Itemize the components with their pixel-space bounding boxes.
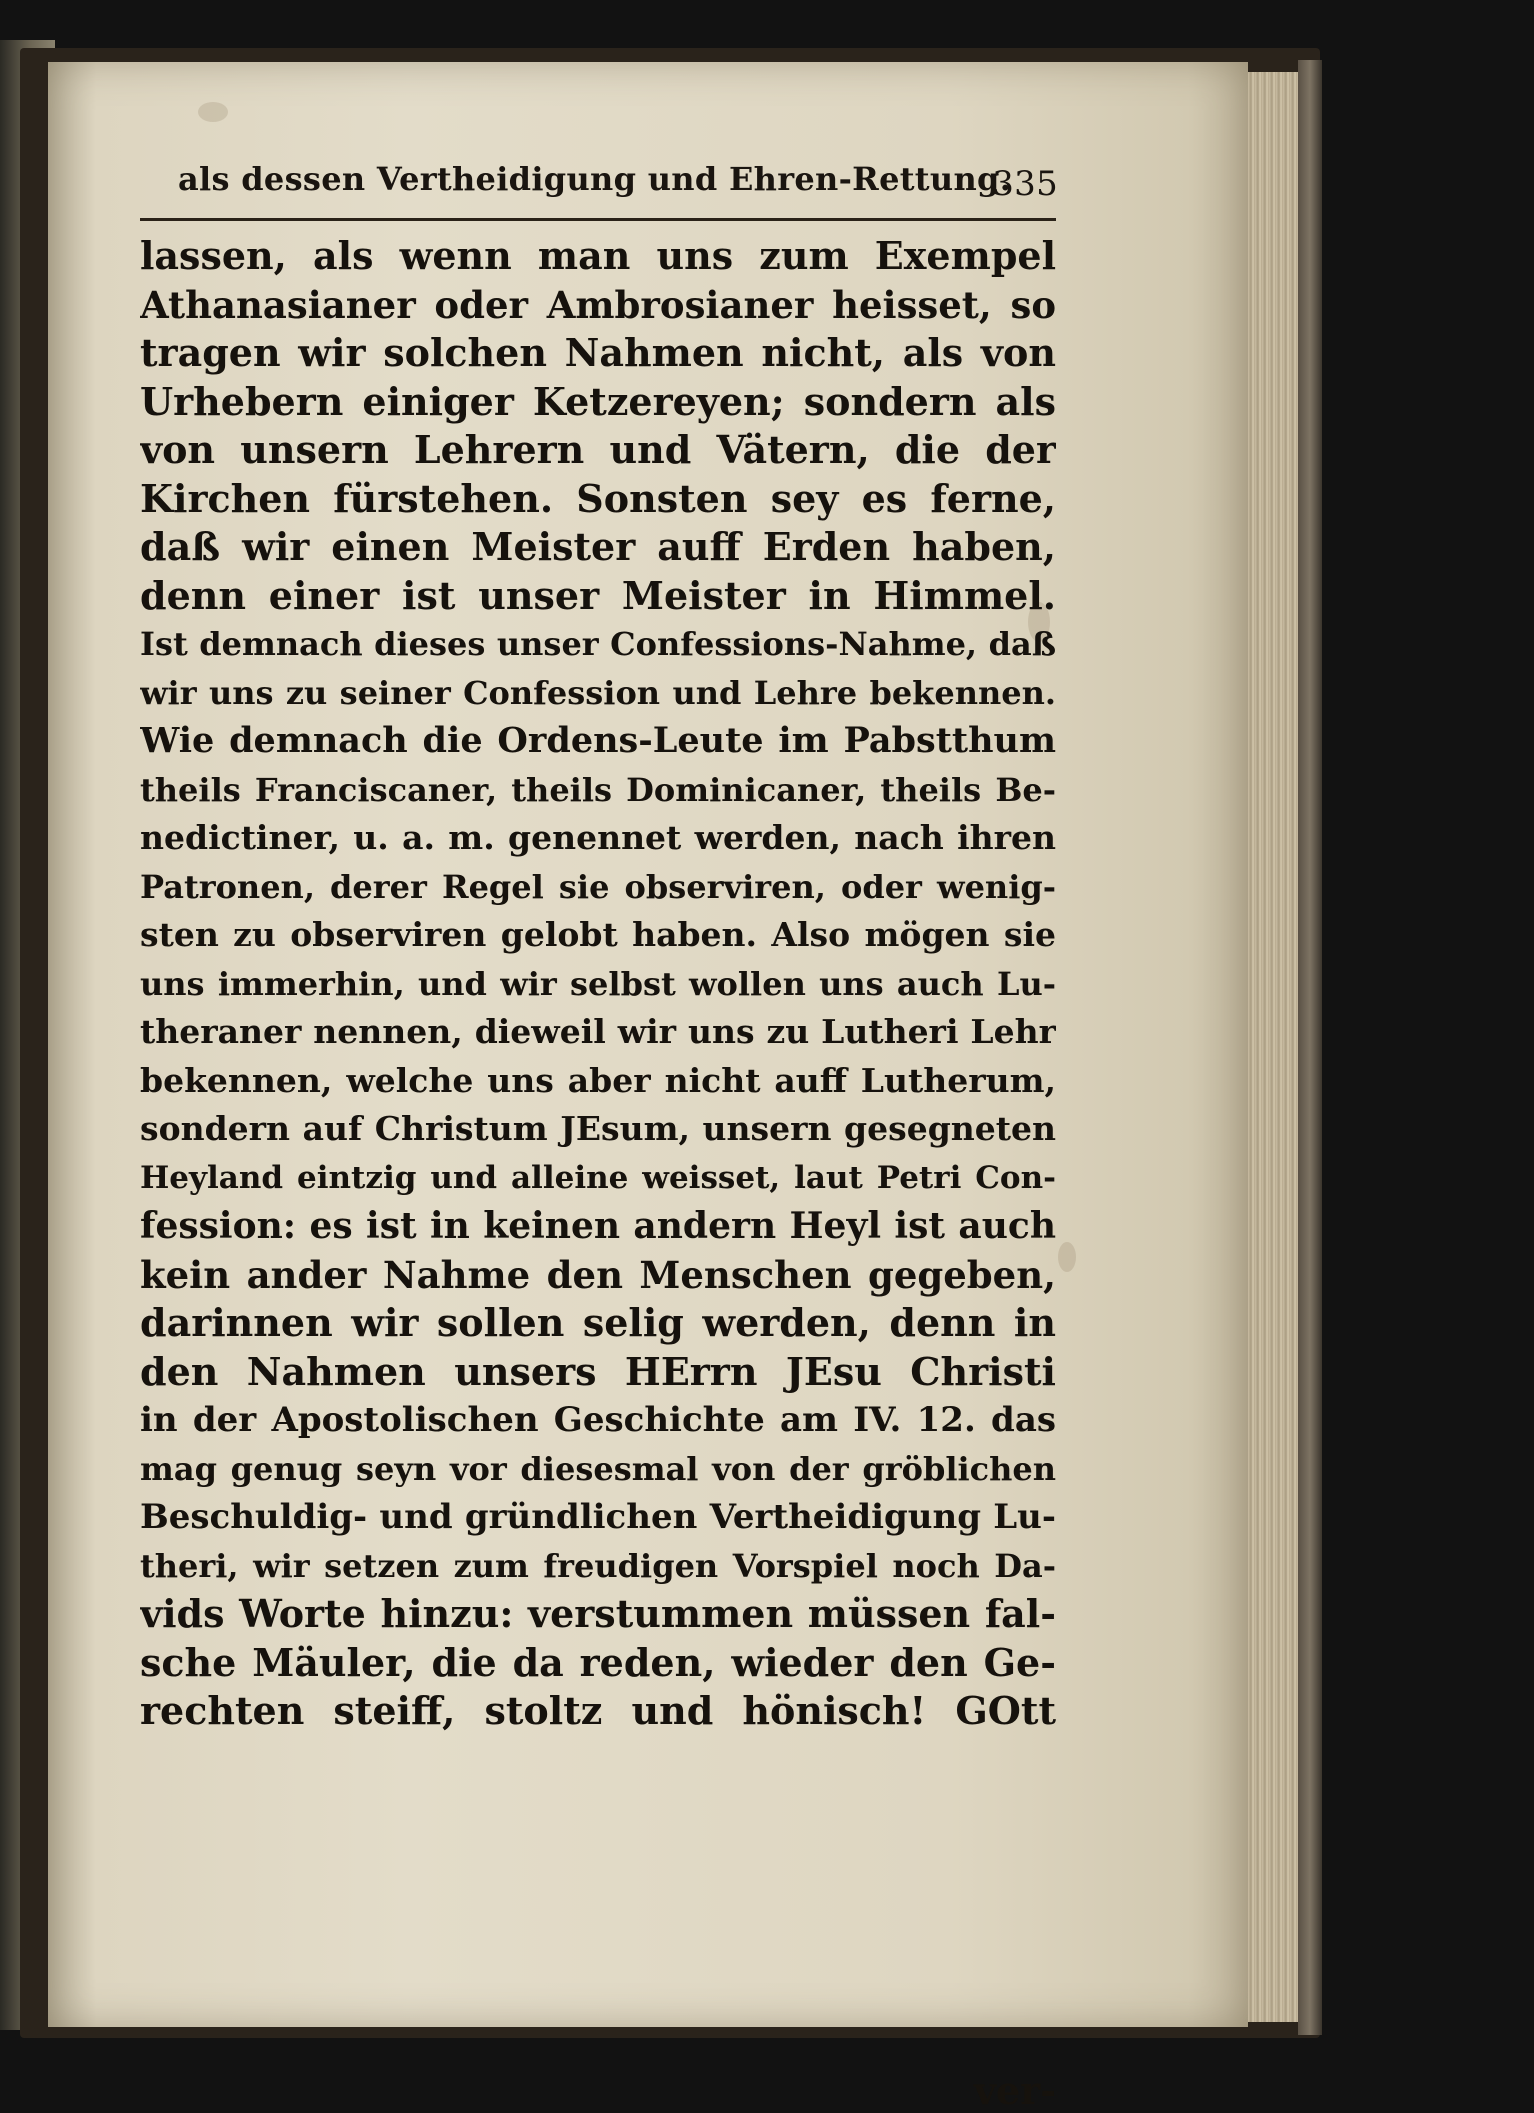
text-line: denn einer ist unser Meister in Himmel. <box>140 572 1056 618</box>
page-number: 335 <box>992 164 1058 204</box>
text-line: Heyland eintzig und alleine weisset, laut Petri Con- <box>140 1159 1056 1196</box>
text-line: Kirchen fürstehen. Sonsten sey es ferne, <box>140 475 1056 521</box>
text-line: Patronen, derer Regel sie observiren, oder wenig- <box>140 867 1056 906</box>
text-line: uns immerhin, und wir selbst wollen uns auch Lu- <box>140 964 1056 1003</box>
text-line: bekennen, welche uns aber nicht auff Lutherum, <box>140 1060 1056 1100</box>
text-line: Wie demnach die Ordens-Leute im Pabstthum <box>140 720 1056 761</box>
text-line: nedictiner, u. a. m. genennet werden, nach ihren <box>140 818 1056 857</box>
text-line: fession: es ist in keinen andern Heyl ist auch <box>140 1205 1056 1247</box>
cover-edge <box>1298 60 1322 2035</box>
text-line: Urhebern einiger Ketzereyen; sondern als <box>140 378 1056 424</box>
text-line: von unsern Lehrern und Vätern, die der <box>140 427 1056 472</box>
running-header <box>178 160 1058 212</box>
text-line: wir uns zu seiner Confession und Lehre bekennen. <box>140 673 1056 712</box>
text-line: darinnen wir sollen selig werden, denn in <box>140 1300 1056 1345</box>
text-line: mag genug seyn vor diesesmal von der gröblichen <box>140 1449 1056 1488</box>
text-line: sche Mäuler, die da reden, wieder den Ge- <box>140 1639 1056 1685</box>
text-line: sten zu observiren gelobt haben. Also mögen sie <box>140 915 1056 954</box>
paper-stain <box>198 102 228 122</box>
text-line: vids Worte hinzu: verstummen müssen fal- <box>140 1591 1056 1636</box>
catchword: ver- <box>973 2068 1056 2113</box>
text-line: theraner nennen, dieweil wir uns zu Lutheri Lehr <box>140 1012 1056 1051</box>
body-text <box>140 232 1056 2113</box>
text-line: theils Franciscaner, theils Dominicaner, theils Be- <box>140 770 1056 809</box>
text-line: lassen, als wenn man uns zum Exempel <box>140 233 1056 278</box>
text-line: Ist demnach dieses unser Confessions-Nahme, daß <box>140 625 1056 663</box>
text-line: tragen wir solchen Nahmen nicht, als von <box>140 330 1056 375</box>
text-line: den Nahmen unsers HErrn JEsu Christi <box>140 1348 1056 1394</box>
running-title: als dessen Vertheidigung und Ehren-Rettung. <box>178 160 1012 198</box>
text-line: daß wir einen Meister auff Erden haben, <box>140 524 1056 569</box>
text-line: kein ander Nahme den Menschen gegeben, <box>140 1252 1056 1297</box>
header-rule <box>140 218 1056 221</box>
text-line: sondern auf Christum JEsum, unsern gesegneten <box>140 1109 1056 1148</box>
text-line: in der Apostolischen Geschichte am IV. 12. das <box>140 1400 1056 1440</box>
paper-stain <box>1058 1242 1076 1272</box>
text-line: Athanasianer oder Ambrosianer heisset, so <box>140 282 1056 327</box>
text-line: rechten steiff, stoltz und hönisch! GOtt <box>140 1688 1056 1733</box>
text-line: theri, wir setzen zum freudigen Vorspiel noch Da- <box>140 1546 1056 1585</box>
text-line: Beschuldig- und gründlichen Vertheidigung Lu- <box>140 1497 1056 1537</box>
